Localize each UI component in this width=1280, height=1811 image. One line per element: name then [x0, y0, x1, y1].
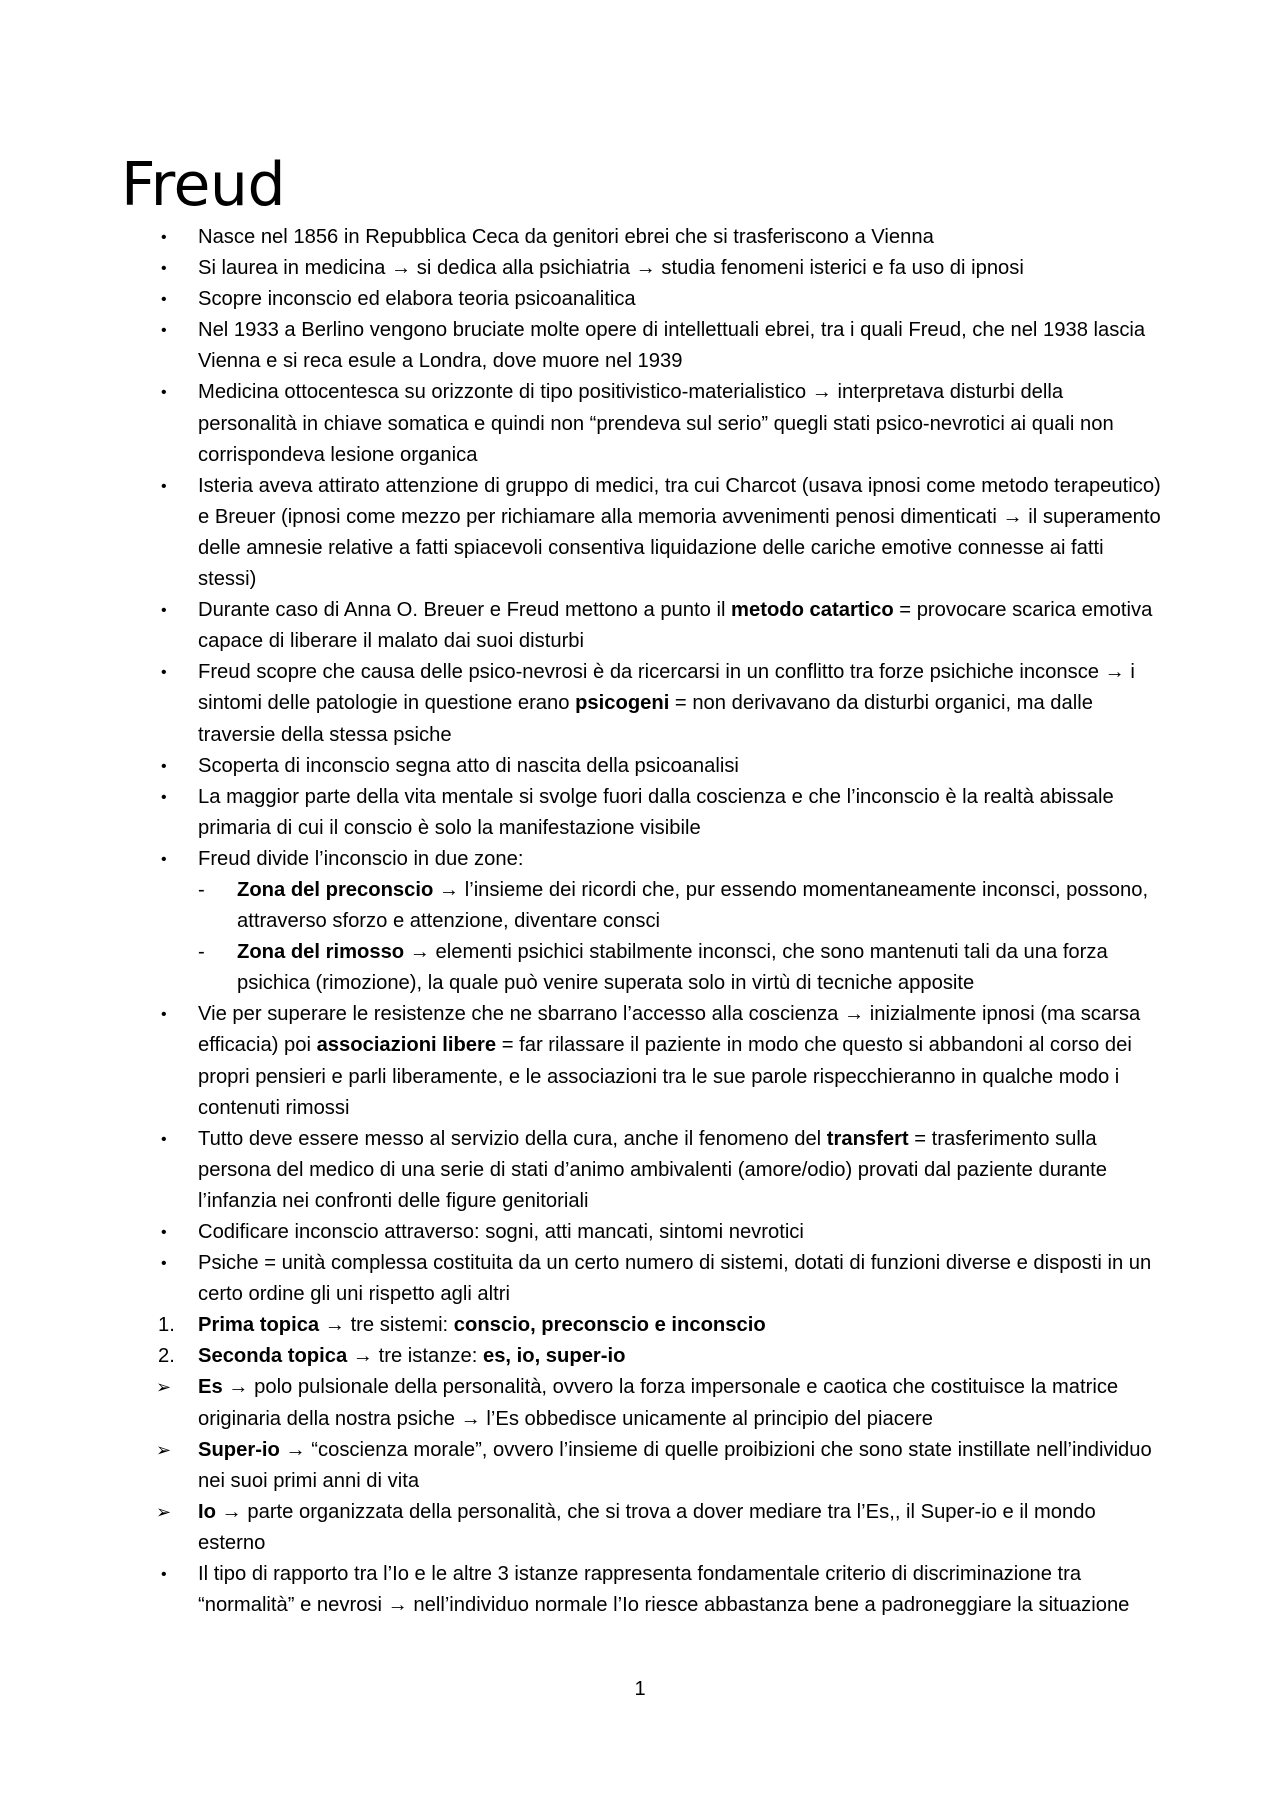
bold-term: associazioni libere [316, 1034, 497, 1057]
bold-term: Es [198, 1376, 223, 1399]
bullet-icon: • [161, 1224, 167, 1241]
bullet-item [0, 1124, 1166, 1217]
bullet-item [0, 315, 1166, 377]
bullet-icon: • [161, 1255, 167, 1273]
bullet-icon: • [161, 384, 167, 402]
item-text: → tre istanze: [347, 1345, 483, 1368]
bullet-item [0, 1559, 1166, 1621]
item-text: La maggior parte della vita mentale si svolge fuori dalla coscienza e che l’inconscio è la realtà abissale primaria di cui il conscio è solo la manifestazione visibile [198, 785, 1114, 839]
bold-term: es, io, super-io [482, 1345, 626, 1368]
arrow-item [0, 1372, 1166, 1434]
item-text: = non derivavano da disturbi organici, ma dalle traversie della stessa psiche [198, 692, 1093, 746]
bullet-icon: • [161, 1006, 167, 1024]
bullet-item [0, 377, 1166, 470]
bullet-item [0, 1248, 1166, 1310]
bold-term: conscio, preconscio e inconscio [453, 1314, 766, 1337]
bullet-item [0, 284, 1166, 315]
bullet-item [0, 782, 1166, 844]
item-text: Nasce nel 1856 in Repubblica Ceca da genitori ebrei che si trasferiscono a Vienna [198, 226, 934, 248]
arrow-bullet-icon: ➢ [156, 1439, 172, 1460]
item-text: Tutto deve essere messo al servizio della cura, anche il fenomeno del [198, 1127, 827, 1150]
item-number: 1. [158, 1314, 175, 1337]
item-text: → l’insieme dei ricordi che, pur essendo momentaneamente inconsci, possono, attraverso sforzo e attenzione, diventare consci [237, 878, 1149, 933]
bold-term: Zona del preconscio [237, 878, 434, 901]
bullet-icon: • [161, 260, 167, 278]
bullet-item [0, 253, 1166, 284]
page-title: Freud [121, 150, 286, 220]
item-text: = provocare scarica emotiva capace di liberare il malato dai suoi disturbi [198, 599, 1153, 653]
item-text: → polo pulsionale della personalità, ovvero la forza impersonale e caotica che costituisce la matrice originaria della nostra psiche → l’Es obbedisce unicamente al principio del piacere [198, 1376, 1119, 1430]
bullet-item [0, 222, 1166, 253]
arrow-item [0, 1435, 1166, 1497]
arrow-bullet-icon: ➢ [156, 1501, 172, 1522]
item-text: Scopre inconscio ed elabora teoria psicoanalitica [198, 288, 636, 311]
item-text: Medicina ottocentesca su orizzonte di tipo positivistico-materialistico → interpretava disturbi della personalità in chiave somatica e quindi non “prendeva sul serio” quegli stati psico-nevrotici ai quali non corrispondeva lesione organica [198, 381, 1114, 466]
dash-marker: - [198, 878, 205, 901]
bullet-item [0, 751, 1166, 782]
bullet-item [0, 1217, 1166, 1248]
bullet-icon: • [161, 602, 167, 620]
item-text: → “coscienza morale”, ovvero l’insieme di quelle proibizioni che sono state instillate nell’individuo nei suoi primi anni di vita [198, 1438, 1152, 1492]
item-text: Codificare inconscio attraverso: sogni, atti mancati, sintomi nevrotici [198, 1221, 804, 1243]
bullet-icon: • [161, 757, 167, 775]
notes-list [0, 222, 1280, 1621]
bullet-icon: • [161, 664, 167, 682]
item-text: Il tipo di rapporto tra l’Io e le altre 3 istanze rappresenta fondamentale criterio di discriminazione tra “normalità” e nevrosi → nell’individuo normale l’Io riesce abbastanza bene a padroneggiare la situazione [198, 1563, 1130, 1617]
item-text: Vie per superare le resistenze che ne sbarrano l’accesso alla coscienza → inizialmente ipnosi (ma scarsa efficacia) poi [198, 1003, 1141, 1057]
bullet-icon: • [161, 229, 167, 246]
numbered-item [0, 1341, 1166, 1372]
bold-term: Seconda topica [198, 1345, 348, 1368]
bullet-icon: • [161, 291, 167, 309]
bold-term: Io [198, 1500, 216, 1523]
item-text: Durante caso di Anna O. Breuer e Freud mettono a punto il [198, 599, 732, 622]
item-text: = trasferimento sulla persona del medico di una serie di stati d’animo ambivalenti (amore/odio) provati dal paziente durante l’infanzia nei confronti delle figure genitoriali [198, 1127, 1107, 1212]
bold-term: Super-io [198, 1438, 280, 1461]
item-text: → tre sistemi: [319, 1314, 454, 1337]
sub-item [0, 875, 1166, 937]
page-number: 1 [634, 1678, 646, 1700]
item-text: → elementi psichici stabilmente inconsci, che sono mantenuti tali da una forza psichica (rimozione), la quale può venire superata solo in virtù di tecniche apposite [237, 941, 1108, 995]
item-text: Freud scopre che causa delle psico-nevrosi è da ricercarsi in un conflitto tra forze psichiche inconsce → i sintomi delle patologie in questione erano [198, 661, 1135, 715]
arrow-item [0, 1497, 1166, 1559]
arrow-bullet-icon: ➢ [156, 1377, 172, 1398]
item-number: 2. [158, 1345, 175, 1368]
bullet-icon: • [161, 1130, 167, 1148]
item-text: Isteria aveva attirato attenzione di gruppo di medici, tra cui Charcot (usava ipnosi come metodo terapeutico) e Breuer (ipnosi come mezzo per richiamare alla memoria avvenimenti penosi dimenticati → il superamento delle amnesie relative a fatti spiacevoli consentiva liquidazione delle cariche emotive connesse ai fatti stessi) [198, 474, 1161, 591]
dash-marker: - [198, 941, 205, 964]
bullet-item [0, 999, 1166, 1123]
bullet-item [0, 844, 1166, 875]
item-text: → parte organizzata della personalità, che si trova a dover mediare tra l’Es,, il Super-io e il mondo esterno [198, 1500, 1096, 1554]
bullet-icon: • [161, 850, 167, 868]
bold-term: metodo catartico [731, 599, 894, 622]
item-text: Psiche = unità complessa costituita da un certo numero di sistemi, dotati di funzioni diverse e disposti in un certo ordine gli uni rispetto agli altri [198, 1252, 1152, 1306]
item-text: Scoperta di inconscio segna atto di nascita della psicoanalisi [198, 754, 739, 777]
numbered-item [0, 1310, 1166, 1341]
bullet-item [0, 471, 1166, 595]
item-text: Nel 1933 a Berlino vengono bruciate molte opere di intellettuali ebrei, tra i quali Freud, che nel 1938 lascia Vienna e si reca esule a Londra, dove muore nel 1939 [198, 319, 1146, 373]
bold-term: psicogeni [575, 692, 670, 715]
bullet-item [0, 595, 1166, 657]
bullet-icon: • [161, 788, 167, 806]
bullet-icon: • [161, 477, 167, 495]
bold-term: Prima topica [198, 1314, 320, 1337]
bullet-icon: • [161, 1566, 167, 1584]
sub-item [0, 937, 1166, 999]
bullet-item [0, 657, 1166, 750]
bold-term: Zona del rimosso [237, 941, 405, 964]
bold-term: transfert [826, 1127, 909, 1150]
item-text: = far rilassare il paziente in modo che questo si abbandoni al corso dei propri pensieri e parli liberamente, e le associazioni tra le sue parole rispecchieranno in qualche modo i contenuti rimossi [198, 1034, 1132, 1119]
bullet-icon: • [161, 322, 167, 340]
item-text: Si laurea in medicina → si dedica alla psichiatria → studia fenomeni isterici e fa uso di ipnosi [198, 257, 1024, 280]
item-text: Freud divide l’inconscio in due zone: [198, 847, 524, 870]
